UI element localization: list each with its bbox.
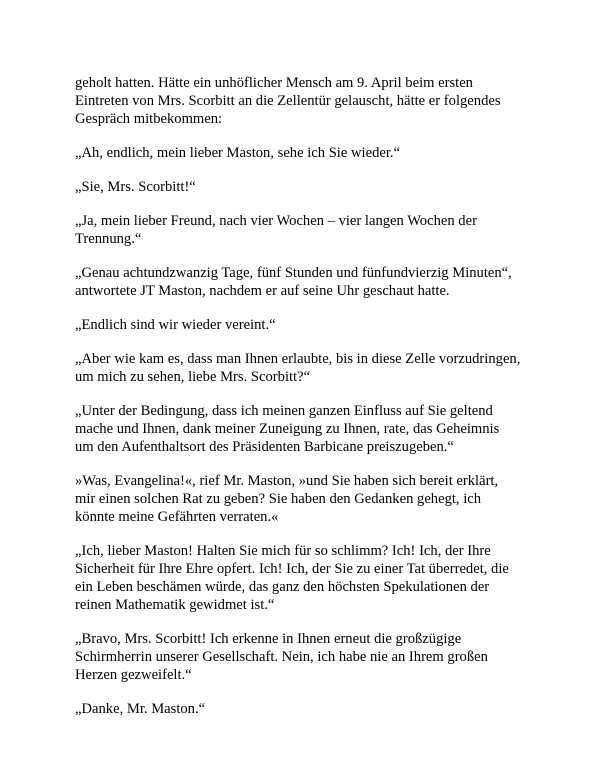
- paragraph-6: „Endlich sind wir wieder vereint.“: [75, 317, 276, 333]
- paragraph-4: „Ja, mein lieber Freund, nach vier Wochen – vier langen Wochen der Trennung.“: [75, 213, 477, 247]
- paragraph-12: „Danke, Mr. Maston.“: [75, 701, 206, 717]
- paragraph-7: „Aber wie kam es, dass man Ihnen erlaubte, bis in diese Zelle vorzudringen, um mich zu sehen, liebe Mrs. Scorbitt?“: [75, 351, 521, 385]
- paragraph-9: »Was, Evangelina!«, rief Mr. Maston, »und Sie haben sich bereit erklärt, mir einen solchen Rat zu geben? Sie haben den Gedanken gehegt, ich könnte meine Gefährten verraten.«: [75, 473, 499, 525]
- document-page: [75, 74, 535, 734]
- paragraph-10: „Ich, lieber Maston! Halten Sie mich für so schlimm? Ich! Ich, der Ihre Sicherheit für Ihre Ehre opfert. Ich! Ich, der Sie zu einer Tat überredet, die ein Leben beschämen würde, das ganz den höchsten Spekulationen der reinen Mathematik gewidmet ist.“: [75, 543, 509, 613]
- paragraph-11: „Bravo, Mrs. Scorbitt! Ich erkenne in Ihnen erneut die großzügige Schirmherrin unserer Gesellschaft. Nein, ich habe nie an Ihrem großen Herzen gezweifelt.“: [75, 631, 488, 683]
- paragraph-3: „Sie, Mrs. Scorbitt!“: [75, 179, 196, 195]
- paragraph-8: „Unter der Bedingung, dass ich meinen ganzen Einfluss auf Sie geltend mache und Ihnen, dank meiner Zuneigung zu Ihnen, rate, das Geheimnis um den Aufenthaltsort des Präsidenten Barbicane preiszugeben.“: [75, 403, 500, 455]
- paragraph-2: „Ah, endlich, mein lieber Maston, sehe ich Sie wieder.“: [75, 145, 401, 161]
- paragraph-1: geholt hatten. Hätte ein unhöflicher Mensch am 9. April beim ersten Eintreten von Mrs. Scorbitt an die Zellentür gelauscht, hätte er folgendes Gespräch mitbekommen:: [75, 75, 501, 127]
- paragraph-5: „Genau achtundzwanzig Tage, fünf Stunden und fünfundvierzig Minuten“, antwortete JT Maston, nachdem er auf seine Uhr geschaut hatte.: [75, 265, 512, 299]
